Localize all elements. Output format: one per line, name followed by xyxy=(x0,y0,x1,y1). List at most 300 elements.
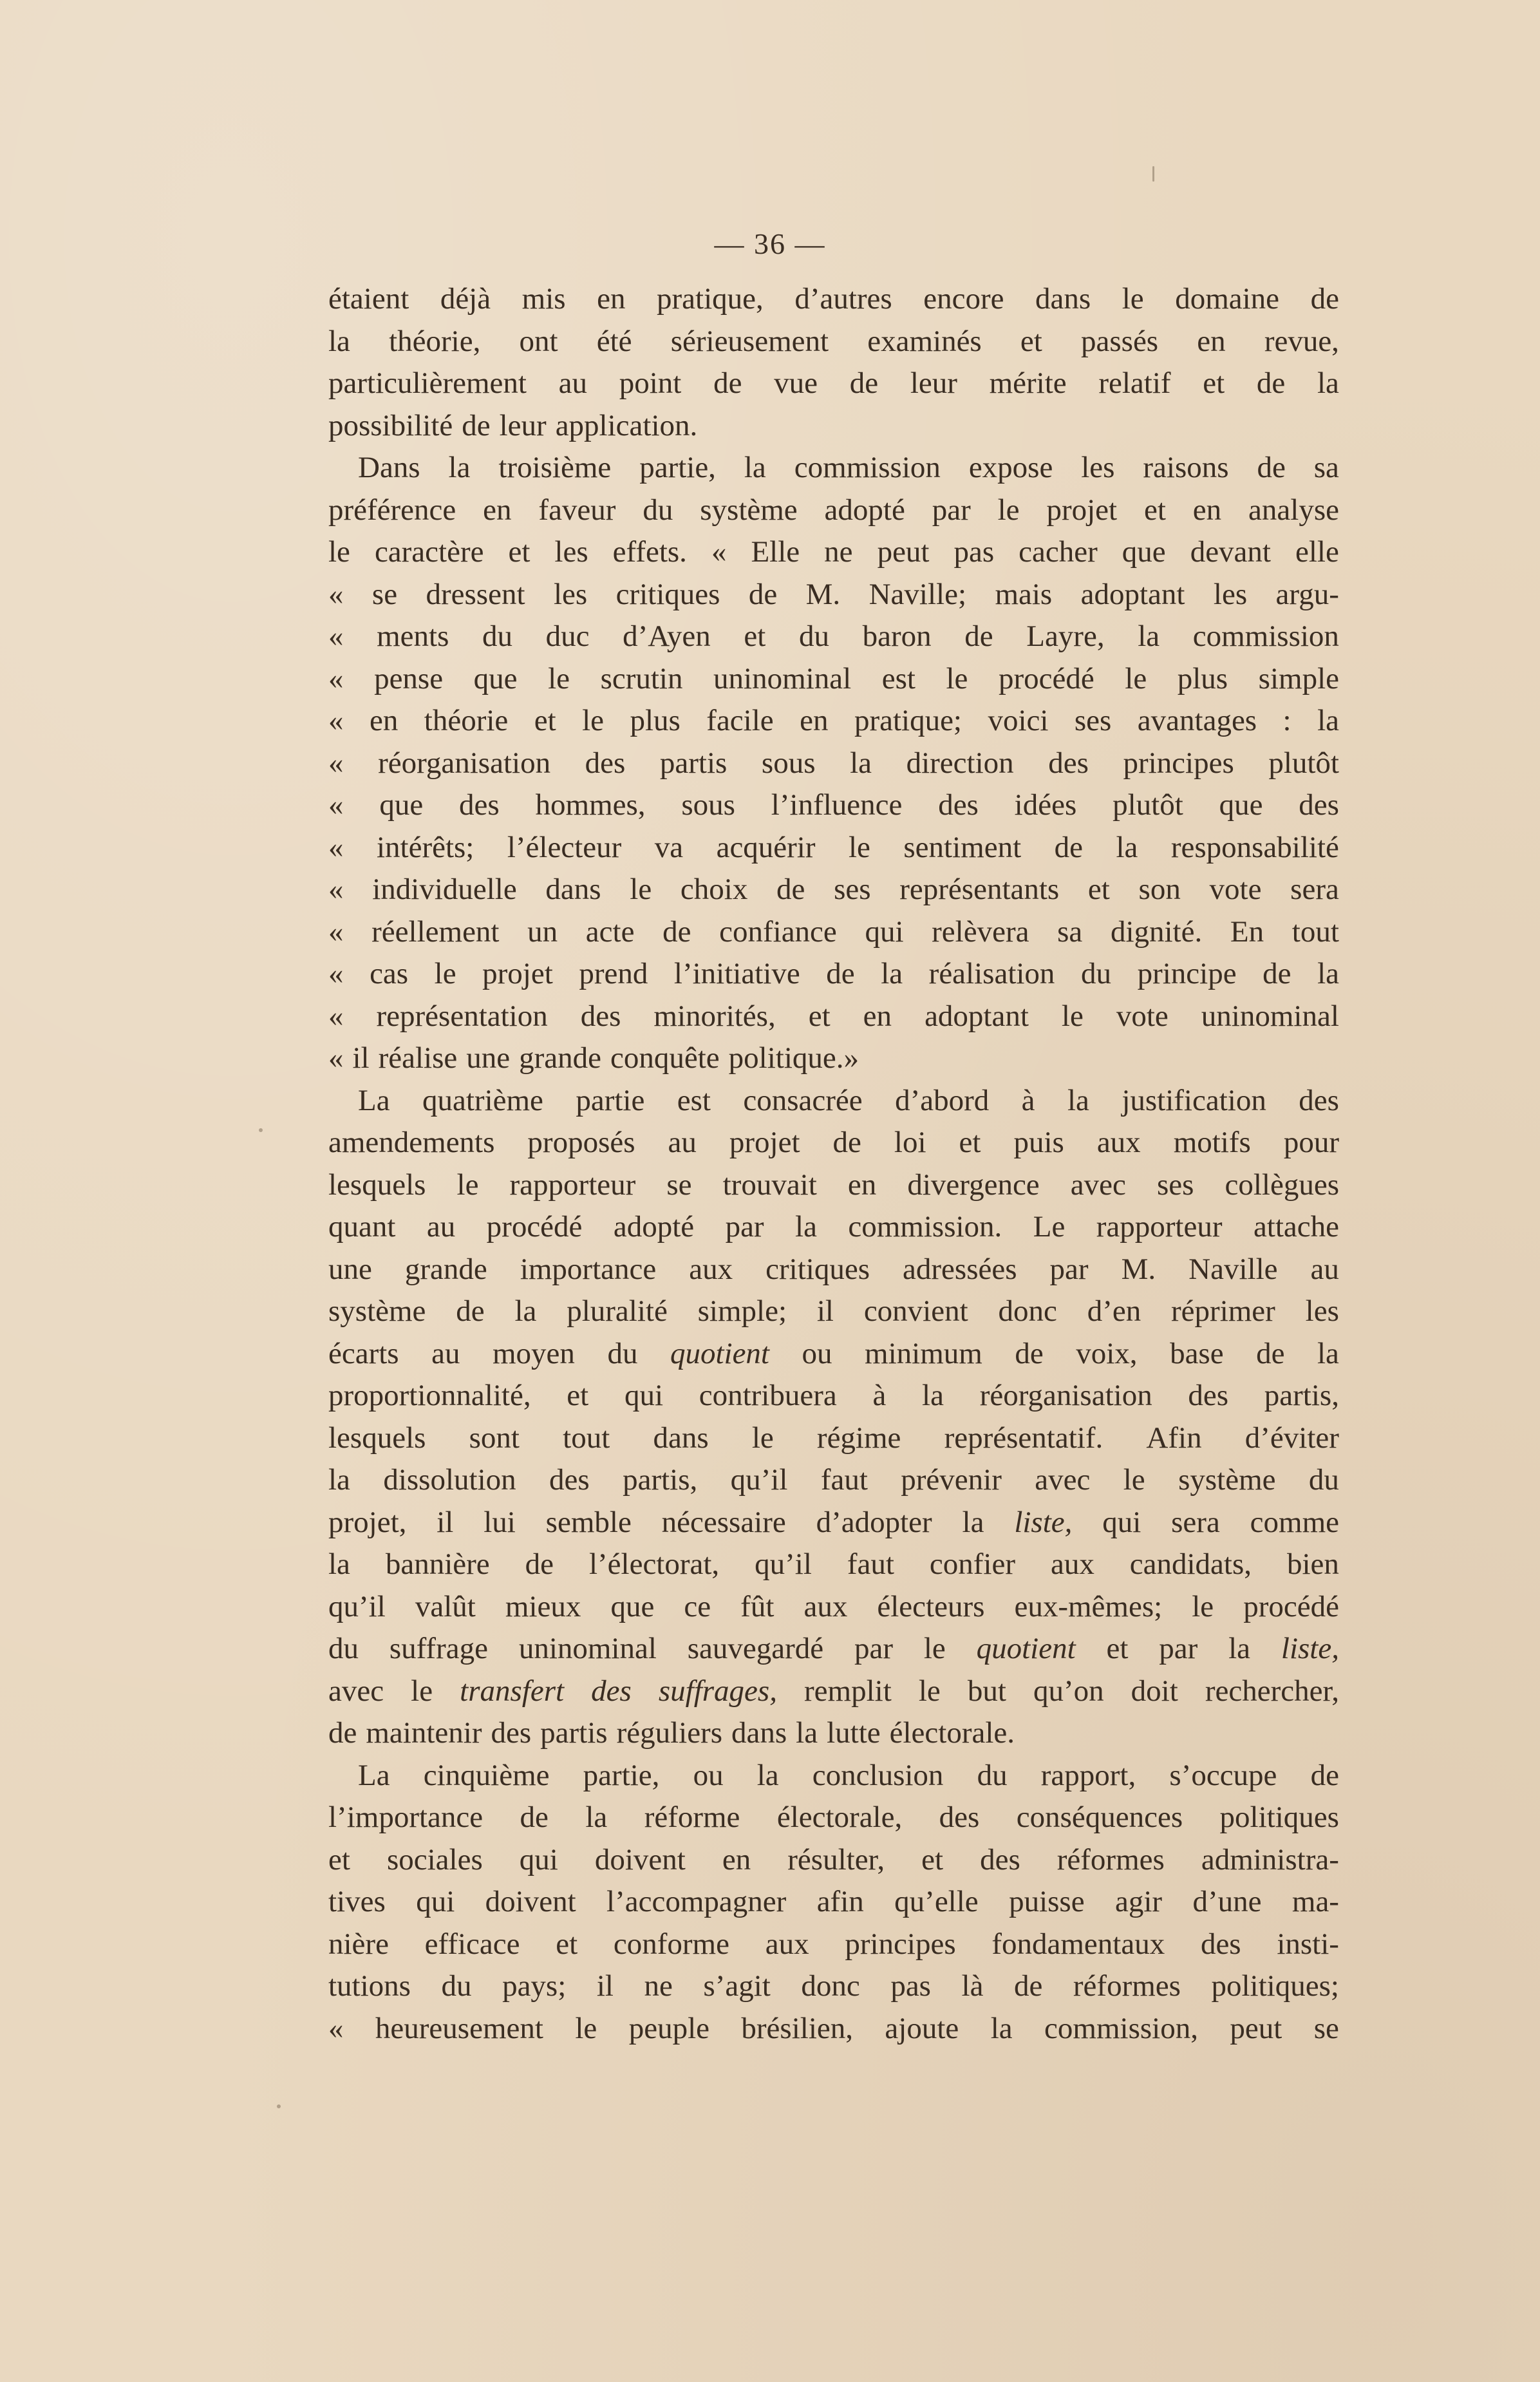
word: pays; xyxy=(502,1969,567,2003)
word: réorganisation xyxy=(979,1379,1152,1412)
word: de xyxy=(1013,1969,1043,2003)
word: plutôt xyxy=(1113,788,1183,822)
word: lutte xyxy=(827,1716,881,1750)
word: là xyxy=(961,1969,984,2003)
word: et xyxy=(808,999,831,1033)
text-line xyxy=(328,447,1339,489)
word: administra- xyxy=(1201,1842,1339,1876)
word: de xyxy=(826,957,855,990)
word: du xyxy=(328,1632,359,1665)
word: la xyxy=(514,1294,537,1328)
word: et xyxy=(959,1126,981,1159)
word: de xyxy=(525,1547,554,1581)
word: quotient xyxy=(670,1336,769,1370)
word: résulter, xyxy=(787,1842,885,1876)
text-line xyxy=(328,1080,1339,1122)
word: au xyxy=(431,1336,460,1370)
word: principes xyxy=(1123,746,1234,780)
word: ses xyxy=(1074,704,1112,737)
text-line xyxy=(328,1797,1339,1839)
word: suffrages, xyxy=(658,1674,777,1708)
word: la xyxy=(796,1716,818,1750)
word: leur xyxy=(499,408,547,442)
word: sont xyxy=(469,1421,520,1455)
word: et xyxy=(534,704,556,737)
word: uninominal xyxy=(713,661,852,695)
word: critiques xyxy=(615,577,720,611)
word: et xyxy=(744,619,766,653)
word: une xyxy=(328,1252,372,1286)
word: se xyxy=(1313,2011,1339,2045)
word: lesquels xyxy=(328,1167,426,1202)
word: et xyxy=(556,1927,578,1961)
word: représentation xyxy=(376,999,548,1033)
word: vote xyxy=(1209,873,1262,906)
word: ses xyxy=(834,873,871,906)
word: maintenir xyxy=(366,1716,482,1750)
text-line xyxy=(328,658,1339,701)
word: direction xyxy=(906,746,1014,780)
word: point xyxy=(619,366,682,400)
word: puisse xyxy=(1009,1885,1085,1918)
word: doivent xyxy=(485,1885,576,1918)
word: le xyxy=(918,1674,941,1708)
word: étaient xyxy=(328,282,409,316)
word: préférence xyxy=(328,493,456,527)
word: possibilité xyxy=(328,408,453,442)
word: se xyxy=(371,577,398,611)
word: la xyxy=(795,1210,817,1243)
word: la xyxy=(1138,619,1160,653)
word: et xyxy=(1020,324,1042,358)
word: afin xyxy=(816,1885,864,1918)
word: qu’il xyxy=(730,1463,788,1497)
word: d’en xyxy=(1087,1294,1141,1328)
word: tives xyxy=(328,1885,386,1918)
word: peut xyxy=(877,535,930,569)
paper-speck xyxy=(1152,166,1154,182)
text-block xyxy=(328,278,1339,2050)
word: Naville; xyxy=(869,577,967,611)
word: d’autres xyxy=(794,282,892,316)
word: « xyxy=(328,999,344,1033)
word: quatrième xyxy=(422,1083,543,1117)
word: voix, xyxy=(1076,1336,1138,1370)
word: et xyxy=(1087,873,1110,906)
word: en xyxy=(800,704,829,737)
word: fût xyxy=(740,1589,775,1623)
word: s’occupe xyxy=(1169,1758,1277,1792)
word: la xyxy=(585,1801,608,1834)
word: et xyxy=(1203,366,1225,400)
word: commission, xyxy=(1044,2011,1198,2045)
word: ajoute xyxy=(885,2011,959,2045)
word: du xyxy=(1081,957,1111,990)
word: aux xyxy=(689,1252,733,1286)
word: et xyxy=(508,535,531,569)
word: « xyxy=(328,830,344,864)
word: du xyxy=(977,1758,1008,1792)
word: plutôt xyxy=(1268,746,1339,780)
word: base xyxy=(1170,1336,1224,1370)
word: quotient xyxy=(976,1632,1076,1665)
text-line xyxy=(328,616,1339,658)
word: qui xyxy=(1102,1505,1141,1539)
word: le xyxy=(1192,1589,1214,1623)
word: La xyxy=(358,1758,390,1792)
word: du xyxy=(482,619,513,653)
word: doivent xyxy=(594,1842,686,1876)
word: est xyxy=(677,1083,711,1117)
word: le xyxy=(1122,282,1144,316)
word: liste, xyxy=(1281,1632,1339,1665)
word: des xyxy=(980,1842,1020,1876)
word: d’adopter xyxy=(816,1505,932,1539)
word: conclusion xyxy=(812,1758,944,1792)
word: le xyxy=(923,1632,946,1665)
word: comme xyxy=(1250,1505,1339,1539)
word: minimum xyxy=(865,1336,982,1370)
page-number: — 36 — xyxy=(714,227,826,260)
word: le xyxy=(434,957,456,990)
word: avec xyxy=(1070,1167,1126,1202)
word: principes xyxy=(845,1927,956,1961)
word: le xyxy=(328,535,350,569)
word: Le xyxy=(1033,1210,1066,1243)
word: le xyxy=(582,704,605,737)
text-line xyxy=(328,1839,1339,1882)
word: La xyxy=(358,1083,390,1117)
word: été xyxy=(596,324,632,358)
word: partis, xyxy=(623,1463,698,1497)
word: l’initiative xyxy=(673,957,800,990)
word: responsabilité xyxy=(1170,830,1339,864)
word: que xyxy=(1219,788,1263,822)
word: partis, xyxy=(1264,1379,1339,1412)
word: dignité. xyxy=(1110,914,1203,949)
word: en xyxy=(722,1842,751,1876)
word: acte xyxy=(585,914,635,949)
word: efficace xyxy=(424,1927,520,1961)
word: prévenir xyxy=(901,1463,1002,1497)
word: de xyxy=(1310,282,1339,316)
text-line xyxy=(328,1755,1339,1797)
word: sentiment xyxy=(903,830,1022,864)
word: au xyxy=(668,1126,697,1159)
word: réguliers xyxy=(616,1716,722,1750)
word: des xyxy=(491,1716,532,1750)
word: représentatif. xyxy=(944,1421,1103,1455)
word: « xyxy=(328,577,344,611)
word: sérieusement xyxy=(670,324,829,358)
word: représentants xyxy=(899,873,1060,906)
word: réformes xyxy=(1056,1842,1165,1876)
word: partie, xyxy=(639,451,716,484)
paper-speck xyxy=(259,1128,263,1132)
word: consacrée xyxy=(743,1083,863,1117)
word: faut xyxy=(847,1547,894,1581)
word: nière xyxy=(328,1927,389,1961)
word: des xyxy=(1299,788,1339,822)
word: sera xyxy=(1171,1505,1220,1539)
word: Dans xyxy=(358,451,420,484)
word: qui xyxy=(519,1842,558,1876)
word: bannière xyxy=(385,1547,490,1581)
word: le xyxy=(411,1674,433,1708)
text-line xyxy=(328,996,1339,1038)
word: système xyxy=(328,1294,426,1328)
word: d’éviter xyxy=(1244,1421,1339,1455)
text-line xyxy=(328,321,1339,363)
word: son xyxy=(1138,873,1181,906)
word: le xyxy=(849,830,870,864)
word: de xyxy=(1256,366,1286,400)
word: convient xyxy=(863,1294,968,1328)
word: l’électorat, xyxy=(588,1547,720,1581)
word: de xyxy=(748,577,778,611)
word: Layre, xyxy=(1026,619,1105,653)
word: du xyxy=(441,1969,472,2003)
text-line xyxy=(328,1249,1339,1291)
word: acquérir xyxy=(716,830,816,864)
word: pas xyxy=(953,535,995,569)
word: faut xyxy=(820,1463,868,1497)
word: ne xyxy=(644,1969,673,2003)
word: système xyxy=(700,493,798,527)
word: procédé xyxy=(1243,1589,1339,1623)
word: qu’on xyxy=(1033,1674,1104,1708)
word: « xyxy=(328,914,344,949)
word: En xyxy=(1230,914,1264,949)
word: le xyxy=(1125,661,1147,695)
word: « xyxy=(328,788,344,822)
word: de xyxy=(776,873,805,906)
word: pratique, xyxy=(657,282,764,316)
word: de xyxy=(713,366,742,400)
word: ont xyxy=(519,324,558,358)
text-line xyxy=(328,1670,1339,1713)
word: dans xyxy=(545,873,601,906)
text-line xyxy=(328,1502,1339,1544)
word: l’influence xyxy=(771,788,903,822)
text-line xyxy=(328,1881,1339,1924)
word: loi xyxy=(894,1126,926,1159)
word: qui xyxy=(624,1379,663,1412)
word: la xyxy=(744,451,766,484)
word: plus xyxy=(630,704,681,737)
word: conséquences xyxy=(1016,1801,1183,1834)
word: commission. xyxy=(848,1210,1002,1243)
word: de xyxy=(832,1126,861,1159)
word: eux-mêmes; xyxy=(1014,1589,1163,1623)
word: le xyxy=(575,2011,597,2045)
word: « xyxy=(711,535,727,569)
word: valût xyxy=(415,1589,476,1623)
word: rechercher, xyxy=(1205,1674,1339,1708)
word: transfert xyxy=(460,1674,565,1708)
word: tout xyxy=(563,1421,610,1455)
word: est xyxy=(881,661,916,695)
word: passés xyxy=(1081,324,1159,358)
word: la xyxy=(1317,957,1339,990)
word: amendements xyxy=(328,1126,495,1159)
word: adopté xyxy=(613,1210,695,1243)
word: d’abord xyxy=(895,1083,990,1117)
word: cas xyxy=(370,957,409,990)
word: réformes xyxy=(1073,1969,1181,2003)
word: Elle xyxy=(751,535,800,569)
word: lui xyxy=(484,1505,516,1539)
word: pour xyxy=(1283,1126,1339,1159)
text-line xyxy=(328,1375,1339,1417)
word: l’importance xyxy=(328,1801,484,1834)
word: confiance xyxy=(719,914,837,949)
word: il xyxy=(437,1505,454,1539)
word: en xyxy=(847,1167,877,1202)
text-line xyxy=(328,1544,1339,1586)
word: qui xyxy=(865,914,904,949)
word: « xyxy=(328,661,344,695)
word: conforme xyxy=(613,1927,729,1961)
word: la xyxy=(328,1463,350,1497)
word: théorie xyxy=(424,704,509,737)
word: mérite xyxy=(989,366,1067,400)
word: elle xyxy=(1295,535,1339,569)
word: rapporteur xyxy=(1096,1210,1223,1243)
word: par xyxy=(1159,1632,1198,1665)
word: il xyxy=(352,1041,370,1075)
word: adressées xyxy=(903,1252,1017,1286)
word: la xyxy=(1116,830,1138,864)
word: sous xyxy=(761,746,816,780)
word: le xyxy=(1123,1463,1145,1497)
word: aux xyxy=(803,1589,848,1623)
word: ma- xyxy=(1291,1885,1339,1918)
word: dans xyxy=(653,1421,709,1455)
text-line xyxy=(328,1417,1339,1460)
word: domaine xyxy=(1175,282,1280,316)
word: le xyxy=(456,1167,479,1202)
word: scrutin xyxy=(600,661,683,695)
word: réorganisation xyxy=(378,746,551,780)
word: procédé xyxy=(998,661,1094,695)
text-line xyxy=(328,1164,1339,1207)
word: et xyxy=(1106,1632,1129,1665)
word: des xyxy=(938,788,979,822)
word: réalise xyxy=(378,1041,458,1075)
text-line xyxy=(328,869,1339,911)
word: aux xyxy=(1096,1126,1141,1159)
word: lesquels xyxy=(328,1421,426,1455)
word: « xyxy=(328,1041,344,1075)
word: brésilien, xyxy=(741,2011,853,2045)
word: tout xyxy=(1291,914,1339,949)
word: régime xyxy=(816,1421,901,1455)
word: pluralité xyxy=(567,1294,668,1328)
word: « xyxy=(328,746,344,780)
word: « xyxy=(328,2011,344,2045)
word: de xyxy=(520,1801,549,1834)
word: le xyxy=(548,661,570,695)
word: la xyxy=(756,1758,779,1792)
word: but xyxy=(967,1674,1006,1708)
word: réellement xyxy=(371,914,500,949)
word: voici xyxy=(988,704,1049,737)
word: de xyxy=(1015,1336,1044,1370)
word: critiques xyxy=(765,1252,870,1286)
word: électorale, xyxy=(776,1801,903,1834)
word: de xyxy=(662,914,691,949)
word: remplit xyxy=(804,1674,892,1708)
word: cacher xyxy=(1019,535,1098,569)
word: au xyxy=(558,366,588,400)
word: rapport, xyxy=(1040,1758,1136,1792)
word: simple xyxy=(1258,661,1339,695)
word: « xyxy=(328,873,344,906)
text-line xyxy=(328,700,1339,742)
word: leur xyxy=(910,366,957,400)
word: idées xyxy=(1014,788,1077,822)
word: la xyxy=(850,746,872,780)
word: des xyxy=(585,746,626,780)
word: déjà xyxy=(440,282,491,316)
word: cinquième xyxy=(423,1758,550,1792)
word: donc xyxy=(998,1294,1057,1328)
text-line xyxy=(328,1459,1339,1502)
word: partis xyxy=(540,1716,608,1750)
word: particulièrement xyxy=(328,366,527,400)
word: choix xyxy=(680,873,748,906)
text-line xyxy=(328,827,1339,869)
word: baron xyxy=(862,619,932,653)
word: à xyxy=(872,1379,887,1412)
word: qu’il xyxy=(755,1547,812,1581)
word: la xyxy=(448,451,471,484)
word: du xyxy=(607,1336,638,1370)
word: par xyxy=(932,493,971,527)
word: en xyxy=(1192,493,1222,527)
word: le xyxy=(630,873,652,906)
word: pas xyxy=(890,1969,931,2003)
word: candidats, xyxy=(1129,1547,1252,1581)
word: se xyxy=(666,1167,692,1202)
word: une xyxy=(466,1041,511,1075)
word: du xyxy=(643,493,673,527)
word: plus xyxy=(1177,661,1228,695)
text-line xyxy=(328,2008,1339,2050)
text-line xyxy=(328,1924,1339,1966)
word: proportionnalité, xyxy=(328,1379,531,1412)
word: prend xyxy=(579,957,648,990)
word: dans xyxy=(1035,282,1091,316)
word: système xyxy=(1178,1463,1276,1497)
word: devant xyxy=(1190,535,1271,569)
word: par xyxy=(1049,1252,1089,1286)
word: de xyxy=(964,619,993,653)
word: du xyxy=(1308,1463,1339,1497)
word: partie, xyxy=(583,1758,660,1792)
word: de xyxy=(1310,1758,1339,1792)
word: mis xyxy=(521,282,566,316)
word: importance xyxy=(520,1252,657,1286)
word: donc xyxy=(801,1969,860,2003)
word: pratique; xyxy=(854,704,962,737)
word: rapporteur xyxy=(509,1167,636,1202)
word: insti- xyxy=(1277,1927,1339,1961)
word: raisons xyxy=(1143,451,1229,484)
word: et xyxy=(567,1379,589,1412)
word: commission xyxy=(1192,619,1339,653)
